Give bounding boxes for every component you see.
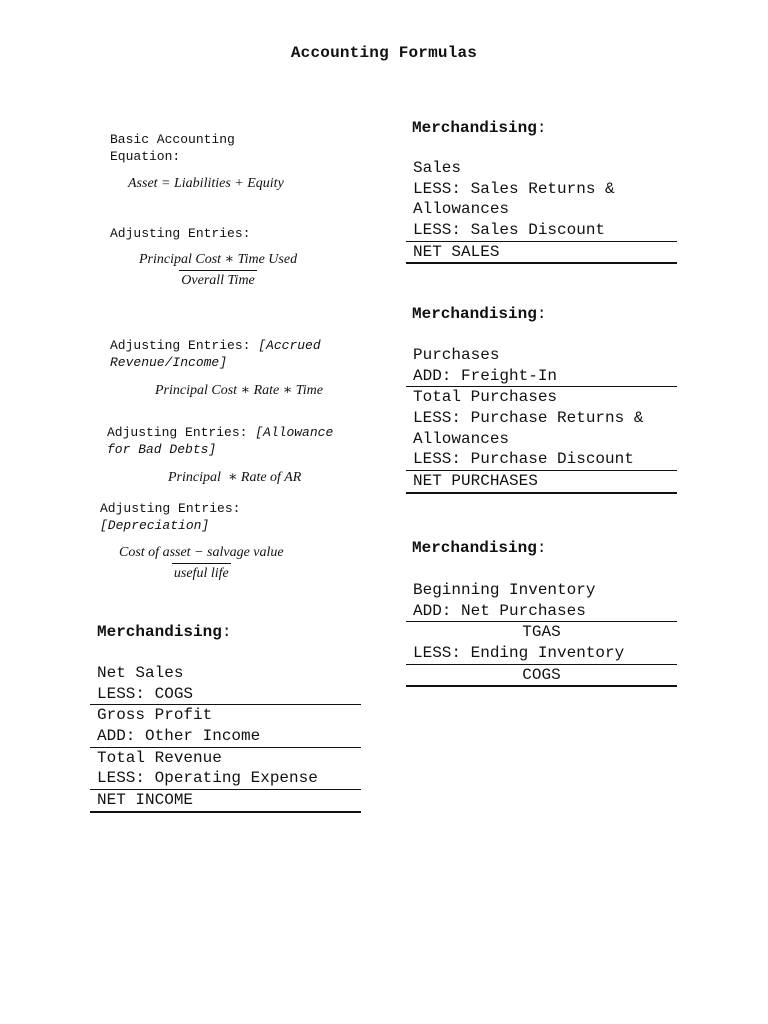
table-row: LESS: Sales Discount: [406, 220, 677, 242]
label-text: Adjusting Entries:: [107, 425, 256, 440]
table-row: COGS: [406, 665, 677, 688]
accrued-revenue-formula: Principal Cost ∗ Rate ∗ Time: [155, 383, 323, 398]
heading-colon: :: [536, 119, 547, 137]
label-text: Adjusting Entries:: [100, 501, 241, 516]
depreciation-formula: [117, 545, 286, 582]
label-italic: [Accrued Revenue/Income]: [110, 338, 321, 370]
table-row: Total Purchases: [413, 388, 558, 407]
table-row: NET INCOME: [90, 790, 361, 813]
bad-debts-label: [107, 424, 333, 458]
table-row: Gross Profit: [97, 706, 213, 725]
heading-text: Merchandising: [97, 623, 222, 641]
accrued-revenue-label: [110, 337, 321, 371]
depreciation-label: [100, 500, 240, 534]
table-row: TGAS: [522, 623, 561, 642]
table-row: Purchases: [413, 346, 500, 364]
income-statement-table: [90, 663, 361, 813]
table-row: LESS: Operating Expense: [90, 768, 361, 790]
table-row: ADD: Freight-In: [406, 366, 677, 388]
heading-text: Merchandising: [412, 305, 537, 323]
cogs-table: [406, 580, 677, 687]
adjusting-entries-label: Adjusting Entries:: [110, 226, 251, 241]
fraction-denominator: useful life: [172, 563, 231, 582]
heading-colon: :: [536, 539, 547, 557]
table-row: Allowances: [413, 200, 510, 219]
fraction-denominator: Overall Time: [179, 270, 257, 289]
time-fraction-formula: [137, 251, 299, 289]
table-row: Net Sales: [97, 664, 184, 682]
page-title: Accounting Formulas: [290, 44, 478, 62]
bad-debts-formula: Principal ∗ Rate of AR: [168, 470, 302, 485]
table-row: Beginning Inventory: [413, 581, 596, 599]
table-row: LESS: Purchase Discount: [406, 449, 677, 471]
net-sales-heading: [412, 119, 546, 137]
heading-colon: :: [221, 623, 232, 641]
fraction-numerator: Principal Cost ∗ Time Used: [139, 252, 298, 267]
fraction-numerator: Cost of asset − salvage value: [119, 545, 284, 560]
net-purchases-heading: [412, 305, 546, 323]
heading-colon: :: [536, 305, 547, 323]
basic-equation-formula: Asset = Liabilities + Equity: [128, 176, 284, 191]
label-italic: [Depreciation]: [100, 518, 210, 533]
basic-equation-label: Basic Accounting Equation:: [110, 132, 235, 164]
heading-text: Merchandising: [412, 119, 537, 137]
table-row: NET SALES: [406, 242, 677, 265]
income-statement-heading: [97, 623, 231, 641]
cogs-heading: [412, 539, 546, 557]
table-row: LESS: Purchase Returns &: [413, 409, 644, 428]
table-row: Sales: [413, 159, 462, 177]
table-row: LESS: COGS: [90, 684, 361, 706]
table-row: LESS: Sales Returns &: [413, 179, 615, 198]
table-row: ADD: Net Purchases: [406, 601, 677, 623]
net-sales-table: [406, 158, 677, 264]
table-row: Total Revenue: [97, 748, 222, 767]
table-row: Allowances: [413, 429, 510, 448]
net-purchases-table: [406, 345, 677, 494]
label-italic: [Allowance for Bad Debts]: [107, 425, 334, 457]
table-row: LESS: Ending Inventory: [406, 643, 677, 665]
label-text: Adjusting Entries:: [110, 338, 259, 353]
table-row: ADD: Other Income: [90, 726, 361, 748]
table-row: NET PURCHASES: [406, 471, 677, 494]
heading-text: Merchandising: [412, 539, 537, 557]
